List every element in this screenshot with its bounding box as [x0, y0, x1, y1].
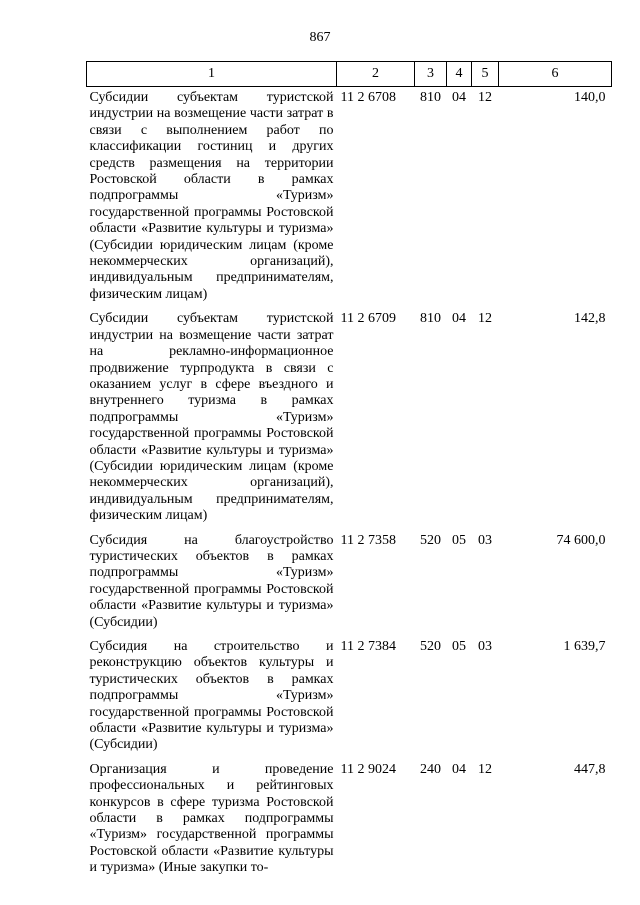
row-description: Субсидия на благоустройство туристических объектов в рамках подпрограммы «Туризм» государственной программы Ростовской области «Развитие культуры и туризма» (Субсидии) [89, 532, 334, 630]
table-row [87, 307, 612, 528]
row-col3: 520 [420, 532, 441, 548]
row-code: 11 2 7384 [340, 639, 396, 654]
row-col5: 12 [478, 90, 492, 105]
page-number: 867 [309, 30, 331, 45]
row-amount: 142,8 [574, 311, 606, 327]
table-row [87, 758, 612, 881]
column-header: 3 [415, 62, 447, 87]
row-col5: 12 [478, 761, 492, 777]
row-amount: 1 639,7 [563, 639, 606, 654]
row-code: 11 2 6708 [340, 90, 396, 105]
row-col3: 520 [420, 639, 441, 654]
row-col3: 810 [420, 311, 441, 327]
row-col5: 12 [478, 311, 492, 327]
row-code: 11 2 6709 [340, 311, 396, 327]
row-col5: 03 [478, 532, 492, 548]
table-row [87, 529, 612, 635]
row-description: Субсидии субъектам туристской индустрии на возмещение части затрат на рекламно-информационное продвижение турпродукта в связи с оказанием услуг в сфере въездного и внутреннего туризма в рамках подпрограммы «Туризм» государственной программы Ростовской области «Развитие культуры и туризма» (Субсидии юридическим лицам (кроме некоммерческих организаций), индивидуальным предпринимателям, физическим лицам) [89, 311, 334, 524]
budget-table [86, 61, 612, 881]
row-code: 11 2 7358 [340, 532, 396, 548]
column-header: 6 [499, 62, 612, 87]
column-header: 5 [472, 62, 499, 87]
column-header: 2 [337, 62, 415, 87]
row-amount: 447,8 [574, 761, 606, 777]
row-col4: 04 [452, 761, 466, 777]
row-col3: 240 [420, 761, 441, 777]
table-row [87, 87, 612, 308]
row-col4: 05 [452, 532, 466, 548]
row-amount: 74 600,0 [556, 532, 606, 548]
column-header: 4 [447, 62, 472, 87]
row-description: Организация и проведение профессиональных и рейтинговых конкурсов в сфере туризма Ростовской области в рамках подпрограммы «Туризм» государственной программы Ростовской области «Развитие культуры и туризма» (Иные закупки то- [89, 761, 334, 876]
row-col4: 05 [452, 639, 466, 654]
row-description: Субсидия на строительство и реконструкцию объектов культуры и туристических объектов в рамках подпрограммы «Туризм» государственной программы Ростовской области «Развитие культуры и туризма» (Субсидии) [89, 639, 334, 753]
row-col5: 03 [478, 639, 492, 654]
row-col3: 810 [420, 90, 441, 105]
column-header: 1 [87, 62, 337, 87]
row-col4: 04 [452, 311, 466, 327]
table-row [87, 635, 612, 758]
table-header [87, 62, 612, 87]
row-description: Субсидии субъектам туристской индустрии на возмещение части затрат в связи с выполнением работ по классификации гостиниц и других средств размещения на территории Ростовской области в рамках подпрограммы «Туризм» государственной программы Ростовской области «Развитие культуры и туризма» (Субсидии юридическим лицам (кроме некоммерческих организаций), индивидуальным предпринимателям, физическим лицам) [89, 90, 334, 302]
row-amount: 140,0 [574, 90, 606, 105]
row-code: 11 2 9024 [340, 761, 396, 777]
row-col4: 04 [452, 90, 466, 105]
